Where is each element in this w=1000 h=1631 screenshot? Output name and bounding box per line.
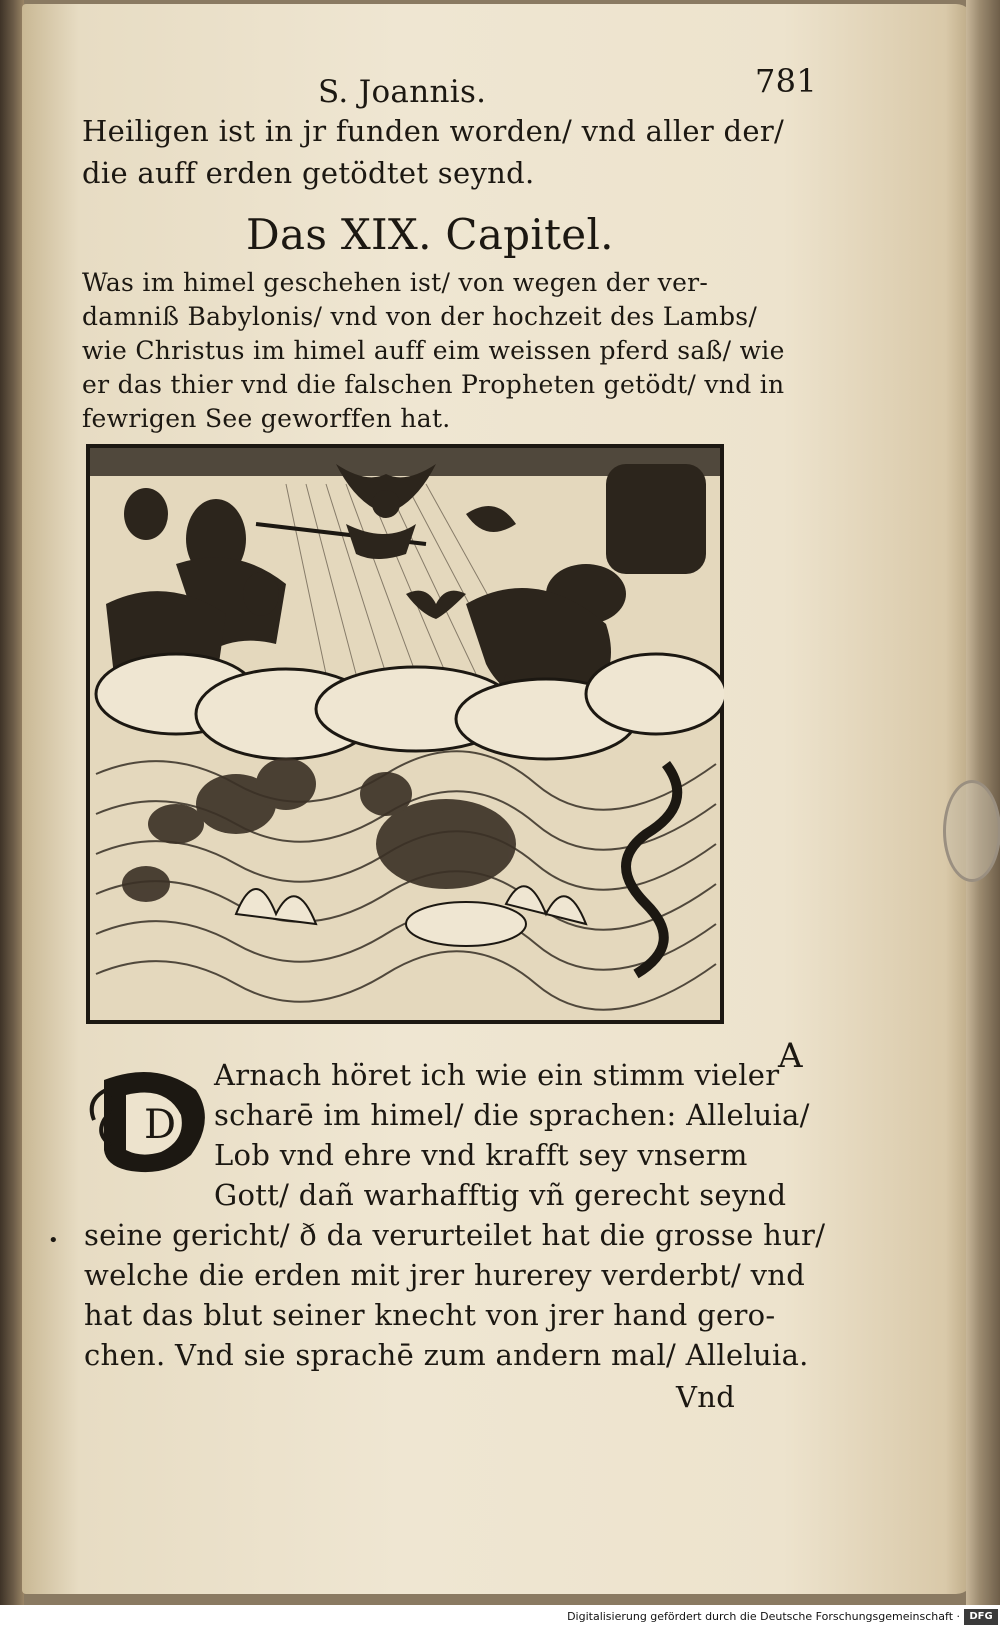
binding-edge-left bbox=[0, 0, 24, 1605]
body-line-5: seine gericht/ ð da verurteilet hat die grosse hur/ bbox=[84, 1218, 826, 1252]
summary-line-1: Was im himel geschehen ist/ von wegen der ver- bbox=[82, 268, 709, 297]
dfg-logo: DFG bbox=[964, 1609, 998, 1625]
footer-credit: Digitalisierung gefördert durch die Deutsche Forschungsgemeinschaft · bbox=[567, 1610, 960, 1623]
page-clip bbox=[943, 780, 1000, 882]
decorated-initial bbox=[86, 1060, 216, 1178]
body-line-4: Gott/ dañ warhafftig vñ gerecht seynd bbox=[214, 1178, 787, 1212]
body-line-6: welche die erden mit jrer hurerey verderbt/ vnd bbox=[84, 1258, 806, 1292]
summary-line-2: damniß Babylonis/ vnd von der hochzeit des Lambs/ bbox=[82, 302, 758, 331]
body-line-2: scharē im himel/ die sprachen: Alleluia/ bbox=[214, 1098, 810, 1132]
running-head: S. Joannis. bbox=[318, 74, 487, 110]
initial-letter: D bbox=[144, 1102, 177, 1148]
body-line-1: Arnach höret ich wie ein stimm vieler bbox=[214, 1058, 780, 1092]
summary-line-3: wie Christus im himel auff eim weissen pferd saß/ wie bbox=[82, 336, 785, 365]
text-line-1: Heiligen ist in jr funden worden/ vnd aller der/ bbox=[82, 114, 785, 148]
catchword: Vnd bbox=[676, 1380, 736, 1414]
chapter-heading: Das XIX. Capitel. bbox=[246, 210, 614, 259]
woodcut-illustration bbox=[86, 444, 724, 1024]
footer-bar bbox=[0, 1605, 1000, 1631]
summary-line-4: er das thier vnd die falschen Propheten getödt/ vnd in bbox=[82, 370, 785, 399]
margin-letter: A bbox=[778, 1036, 803, 1076]
text-line-2: die auff erden getödtet seynd. bbox=[82, 156, 535, 190]
body-line-8: chen. Vnd sie sprachē zum andern mal/ Alleluia. bbox=[84, 1338, 809, 1372]
margin-mark: • bbox=[48, 1230, 59, 1251]
body-line-3: Lob vnd ehre vnd krafft sey vnserm bbox=[214, 1138, 748, 1172]
folio-number: 781 bbox=[755, 62, 817, 100]
body-line-7: hat das blut seiner knecht von jrer hand gero- bbox=[84, 1298, 776, 1332]
summary-line-5: fewrigen See geworffen hat. bbox=[82, 404, 451, 433]
